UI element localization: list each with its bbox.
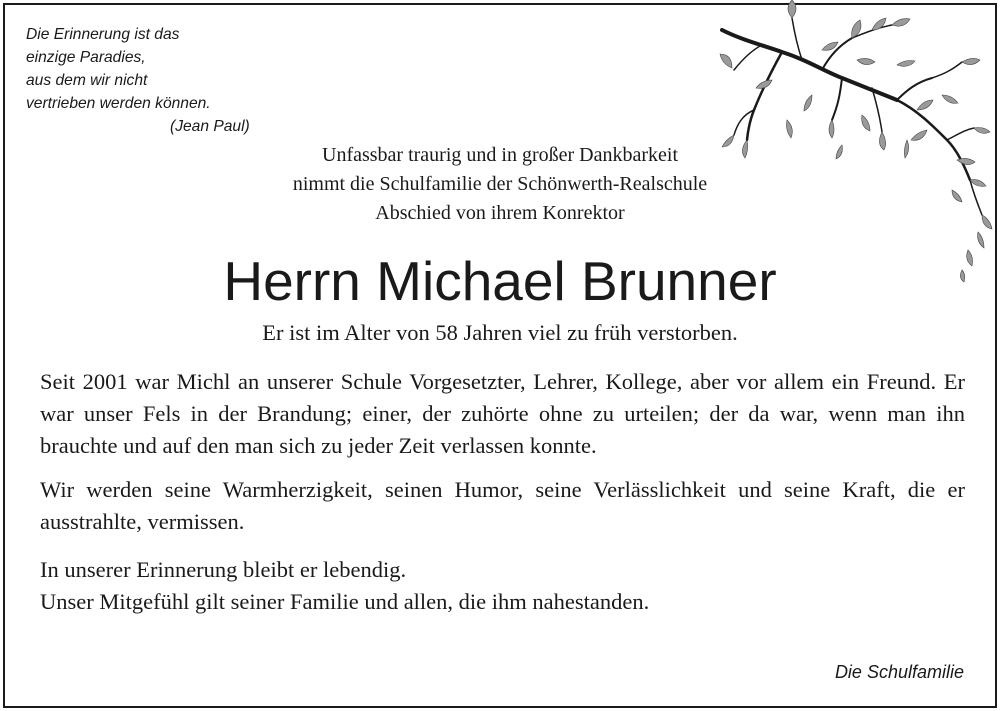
quote-author: (Jean Paul) [170,118,250,135]
intro-line: nimmt die Schulfamilie der Schönwerth-Realschule [292,173,708,195]
quote-line: einzige Paradies, [26,49,146,66]
quote-line: aus dem wir nicht [26,72,148,89]
tribute-body [40,366,965,618]
intro-line: Unfassbar traurig und in großer Dankbarkeit [322,144,678,166]
tribute-paragraph: Seit 2001 war Michl an unserer Schule Vorgesetzter, Lehrer, Kollege, aber vor allem ein Freund. Er war unser Fels in der Brandung; einer, der zuhörte ohne zu urteilen; der da war, wenn man ihn brauchte und auf den man sich zu jeder Zeit verlassen konnte. [40,369,965,458]
closing-line: Unser Mitgefühl gilt seiner Familie und allen, die ihm nahestanden. [40,589,650,614]
signature: Die Schulfamilie [834,662,964,682]
deceased-name: Herrn Michael Brunner [223,250,777,312]
tribute-paragraph: Wir werden seine Warmherzigkeit, seinen Humor, seine Verlässlichkeit und seine Kraft, die er ausstrahlte, vermissen. [40,477,965,534]
intro-line: Abschied von ihrem Konrektor [375,202,625,224]
intro-text [0,141,1000,228]
closing-line: In unserer Erinnerung bleibt er lebendig. [40,557,407,582]
age-line: Er ist im Alter von 58 Jahren viel zu früh verstorben. [262,320,738,345]
epigraph-quote [26,23,250,138]
quote-line: vertrieben werden können. [26,95,211,112]
quote-line: Die Erinnerung ist das [26,26,180,43]
